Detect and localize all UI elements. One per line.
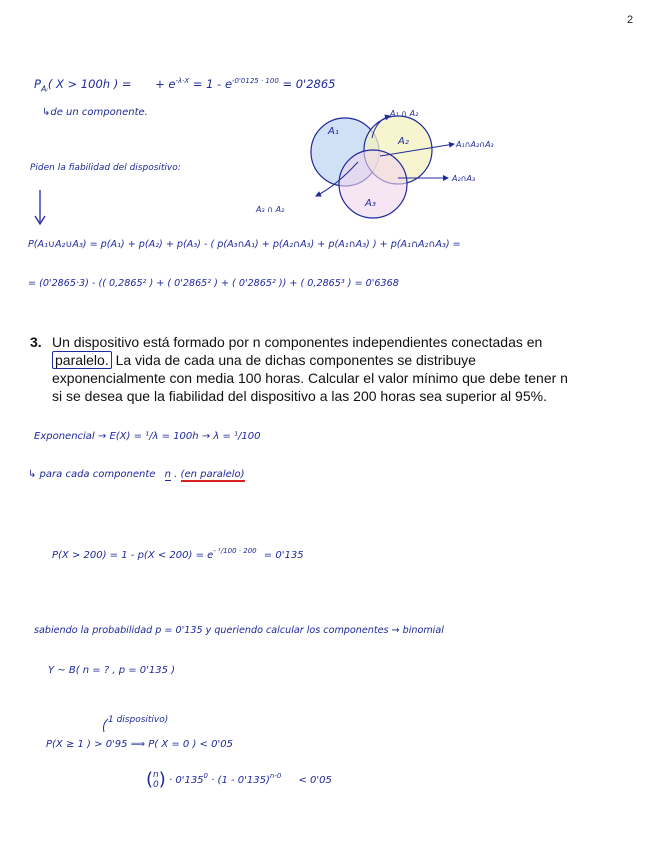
union-formula: P(A₁∪A₂∪A₃) = p(A₁) + p(A₂) + p(A₃) - ( p(A₃∩A₁) + p(A₂∩A₃) + p(A₁∩A₃) ) + p(A₁∩A₂∩A₃) =	[28, 239, 461, 250]
venn-label-a1a2: A₁ ∩ A₂	[390, 109, 419, 118]
comb-exp: n-0	[269, 772, 282, 780]
formula-sup1: -λ·X	[175, 77, 190, 85]
venn-label-a1: A₁	[328, 126, 339, 137]
p-line-result: = 0'135	[263, 550, 304, 561]
formula-mid2: = 1 - e	[192, 77, 233, 91]
formula-sub: Aᵢ	[40, 84, 48, 94]
problem-line-3: exponencialmente con media 100 horas. Calcular el valor mínimo que debe tener n	[52, 370, 568, 386]
per-component-text: ↳ para cada componente	[28, 469, 156, 480]
p-exceed-200-line	[52, 548, 304, 561]
paralelo-note: (en paralelo)	[180, 469, 245, 480]
p-line-text: P(X > 200) = 1 - p(X < 200) = e	[52, 550, 214, 561]
venn-label-a3a2: A₃ ∩ A₂	[256, 205, 285, 214]
venn-label-a2a3: A₂∩A₃	[452, 174, 476, 183]
note-component: ↳de un componente.	[42, 107, 148, 118]
combination-line: ( n 0 ) · $0'135^0 \cdot (1 - 0'135)^{n-0} < 0'05$	[146, 769, 332, 790]
formula-sup2: -0'0125 · 100	[232, 77, 279, 85]
problem-line-1: Un dispositivo está formado por n componentes independientes conectadas en	[52, 334, 543, 350]
p-line-exp: - ¹/100 · 200	[213, 547, 257, 555]
union-calculation: = (0'2865·3) - (( 0,2865² ) + ( 0'2865² ) + ( 0'2865² )) + ( 0,2865³ ) = 0'6368	[28, 278, 399, 289]
formula-lhs: P	[34, 77, 41, 91]
dispositivo-note: 1 dispositivo)	[108, 715, 169, 725]
problem-line-4: si se desea que la fiabilidad del dispositivo a las 200 horas sea superior al 95%.	[52, 388, 547, 404]
problem-line-2-rest: La vida de cada una de dichas componentes se distribuye	[111, 352, 476, 368]
sabiendo-line: sabiendo la probabilidad p = 0'135 y queriendo calcular los componentes → binomial	[34, 625, 444, 636]
page-number: 2	[627, 14, 634, 26]
problem-line-2	[52, 352, 476, 369]
formula-arg: ( X > 100h ) =	[47, 77, 132, 91]
inequality-line: P(X ≥ 1 ) > 0'95 ⟹ P( X = 0 ) < 0'05	[46, 739, 233, 750]
venn-label-a1a2a3: A₁∩A₂∩A₃	[456, 140, 494, 149]
boxed-paralelo: paralelo.	[52, 351, 112, 369]
exp-reliability-formula	[34, 78, 336, 93]
exp-mean-line: Exponencial → E(X) = ¹/λ = 100h → λ = ¹/100	[34, 431, 261, 442]
venn-diagram	[240, 100, 540, 230]
venn-label-a2: A₂	[398, 136, 409, 147]
down-arrow-icon	[32, 188, 48, 228]
venn-label-a3: A₃	[365, 198, 376, 209]
comb-result: < 0'05	[298, 775, 332, 786]
comb-exp0: 0	[203, 772, 209, 780]
comb-top: n	[153, 770, 159, 780]
n-label: n	[164, 469, 171, 480]
formula-mid: + e	[155, 77, 176, 91]
binomial-line: Y ~ B( n = ? , p = 0'135 )	[48, 665, 176, 676]
formula-result: = 0'2865	[282, 77, 336, 91]
comb-rest2: · (1 - 0'135)	[211, 775, 270, 786]
comb-bottom: 0	[153, 780, 159, 790]
comb-rest: · 0'135	[168, 775, 204, 786]
per-component-line: ↳ para cada componente n . (en paralelo)	[28, 469, 245, 480]
note-piden: Piden la fiabilidad del dispositivo:	[30, 163, 181, 173]
hook-mark-icon	[100, 718, 110, 734]
problem-number: 3.	[30, 334, 42, 350]
